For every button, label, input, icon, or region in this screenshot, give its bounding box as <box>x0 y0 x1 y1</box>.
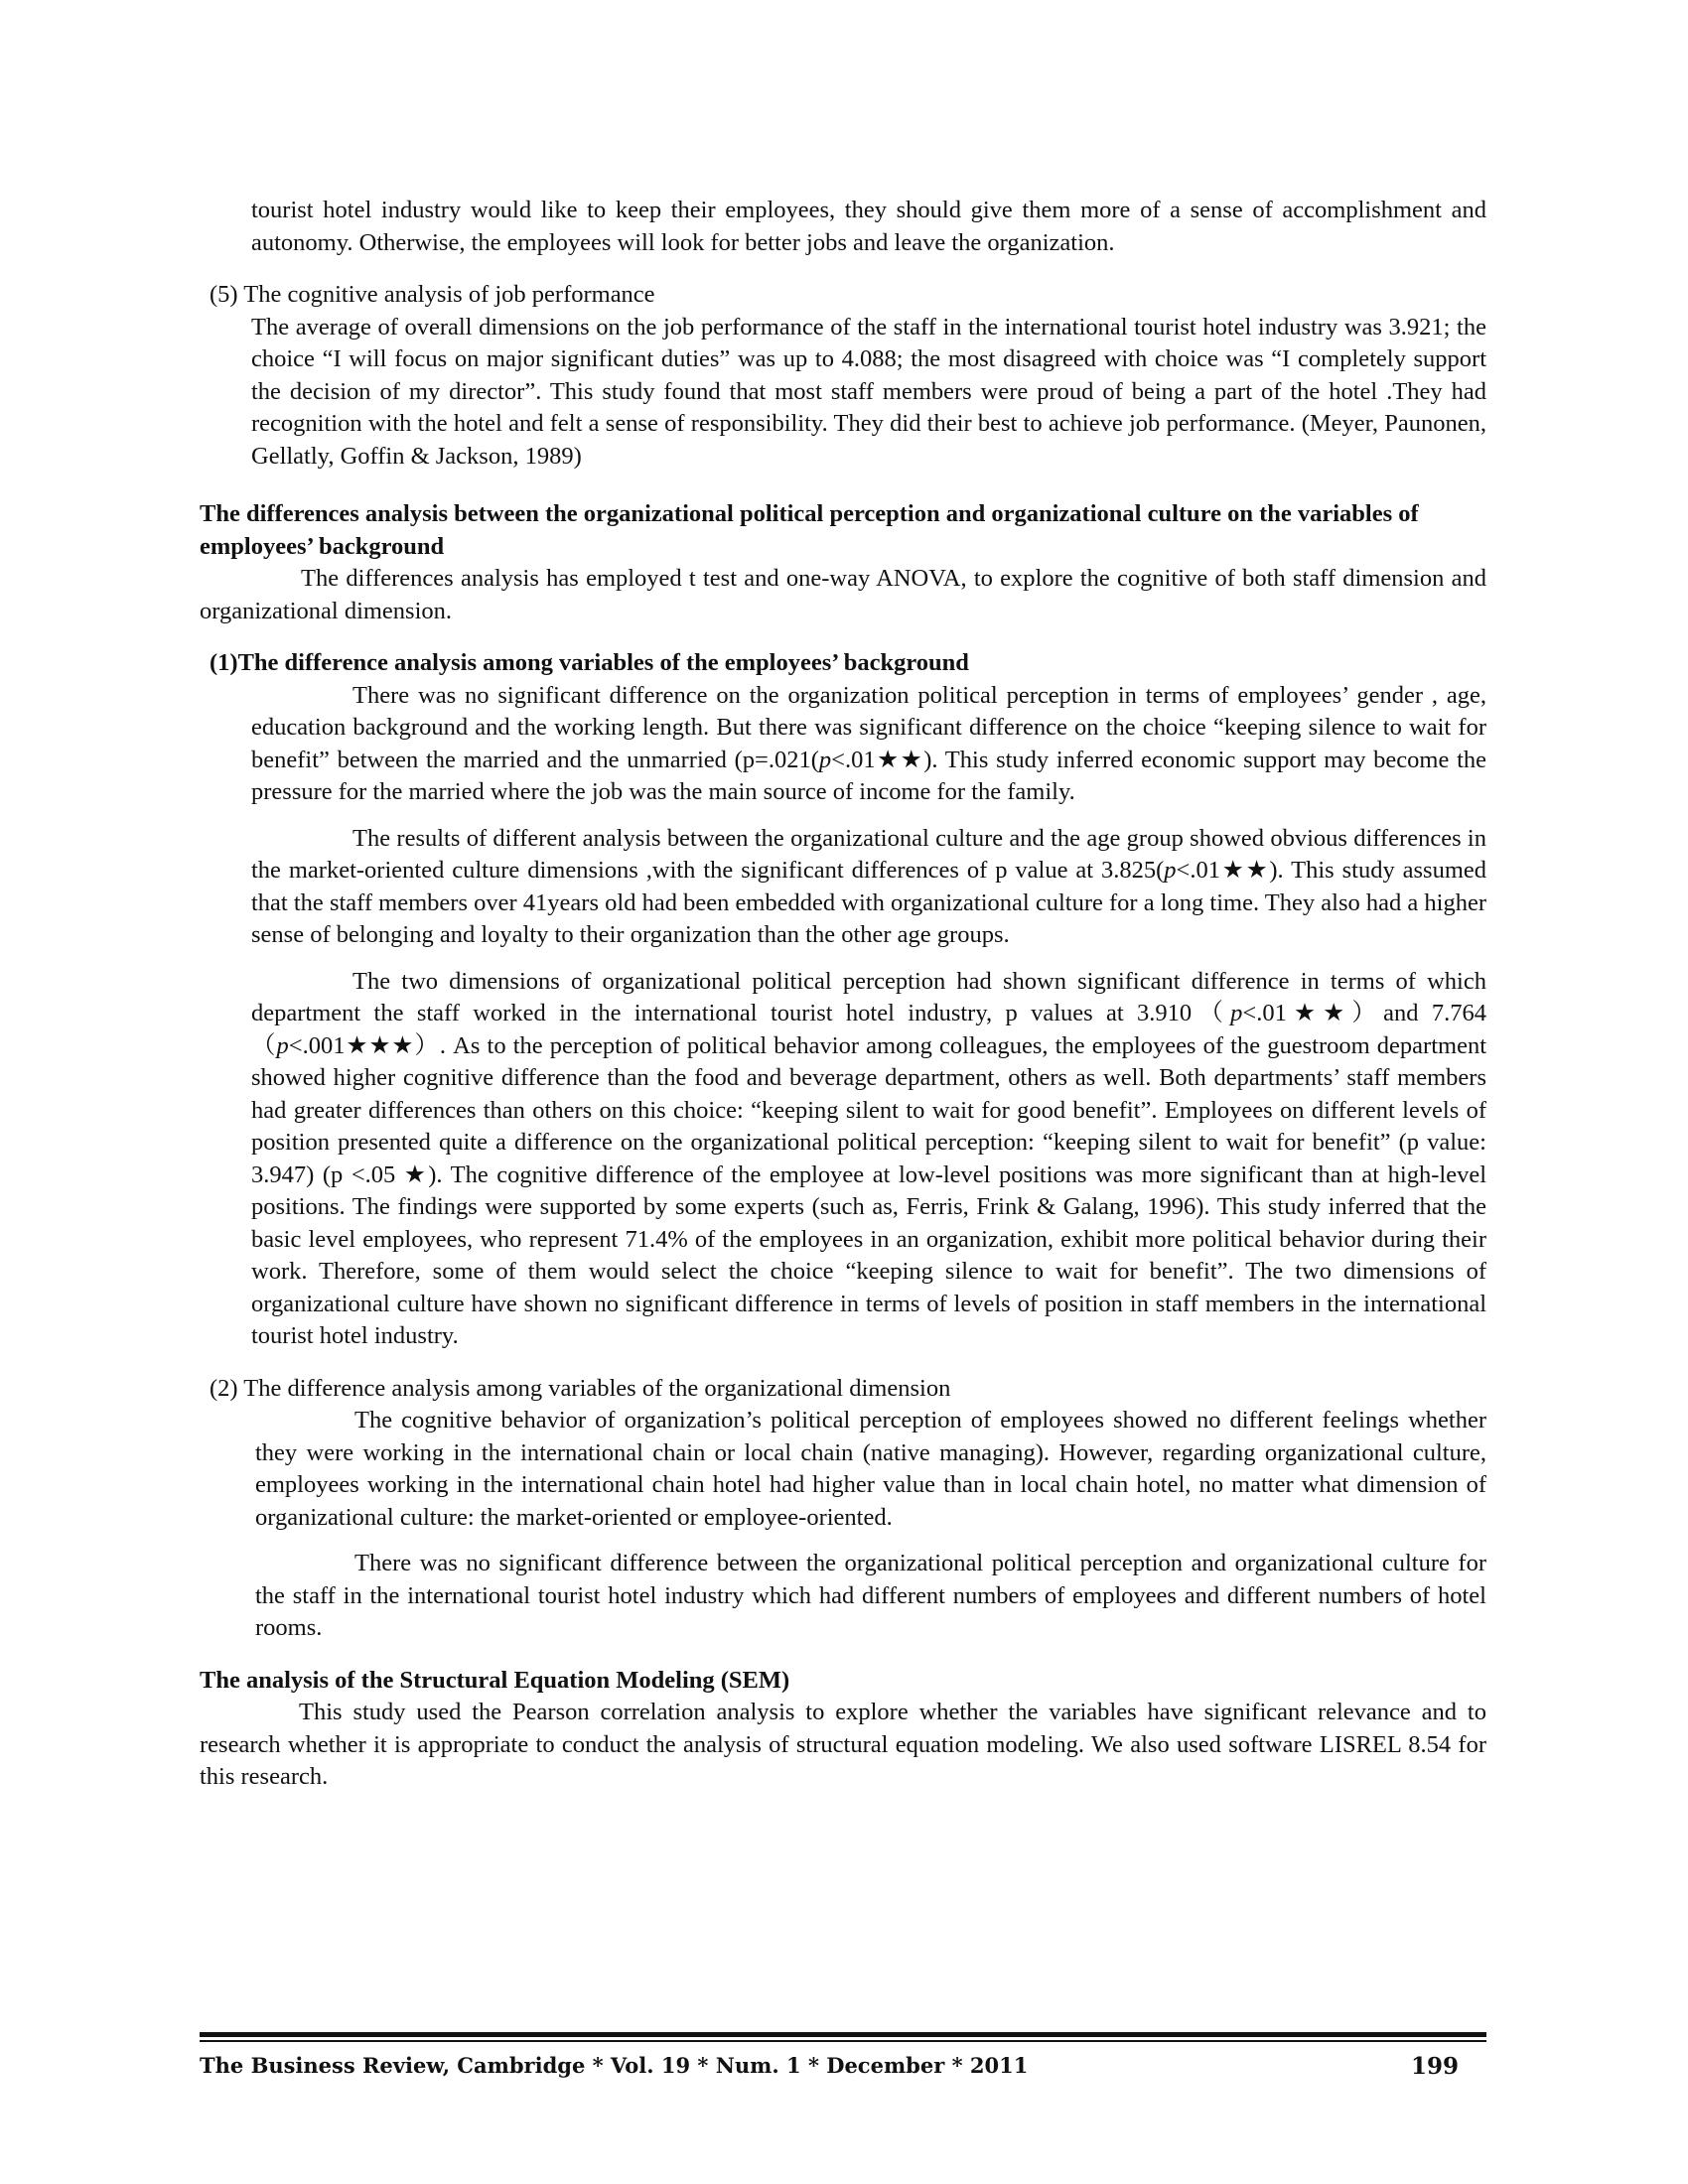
journal-citation: The Business Review, Cambridge * Vol. 19 * Num. 1 * December * 2011 <box>200 2053 1029 2078</box>
footer-rule-thick <box>200 2032 1486 2037</box>
page-number: 199 <box>1410 2053 1459 2080</box>
subheading-employee-background: (1)The difference analysis among variables of the employees’ background <box>210 649 969 676</box>
paragraph-differences-intro: The differences analysis has employed t test and one-way ANOVA, to explore the cognitive of both staff dimension and organizational dimension. <box>200 565 1486 624</box>
footer-rule-thin <box>200 2040 1486 2042</box>
paragraph-sem: This study used the Pearson correlation analysis to explore whether the variables have significant relevance and to research whether it is appropriate to conduct the analysis of structural equation modeling. We also used software LISREL 8.54 for this research. <box>200 1699 1486 1790</box>
running-footer <box>200 2053 1486 2078</box>
subheading-organizational-dimension: (2) The difference analysis among variables of the organizational dimension <box>210 1374 951 1402</box>
paragraph-background-3: The two dimensions of organizational political perception had shown significant difference in terms of which department the staff worked in the international tourist hotel industry, p values at 3.910（p<.01★★）and 7.764 （p<.001★★★）. As to the perception of political behavior among colleagues, the employees of the guestroom department showed higher cognitive difference than the food and beverage department, others as well. Both departments’ staff members had greater differences than others on this choice: “keeping silent to wait for good benefit”. Employees on different levels of position presented quite a difference on the organizational political perception: “keeping silent to wait for benefit” (p value: 3.947) (p <.05 ★). The cognitive difference of the employee at low-level positions was more significant than at high-level positions. The findings were supported by some experts (such as, Ferris, Frink & Galang, 1996). This study inferred that the basic level employees, who represent 71.4% of the employees in an organization, exhibit more political behavior during their work. Therefore, some of them would select the choice “keeping silence to wait for benefit”. The two dimensions of organizational culture have shown no significant difference in terms of levels of position in staff members in the international tourist hotel industry. <box>251 967 1487 1349</box>
paragraph-background-2: The results of different analysis between the organizational culture and the age group showed obvious differences in the market-oriented culture dimensions ,with the significant differences of p value at 3.825(p<.01★★). This study assumed that the staff members over 41years old had been embedded with organizational culture for a long time. They also had a higher sense of belonging and loyalty to their organization than the other age groups. <box>251 824 1486 948</box>
paragraph-organizational-2: There was no significant difference between the organizational political perception and organizational culture for the staff in the international tourist hotel industry which had different numbers of employees and different numbers of hotel rooms. <box>255 1550 1486 1641</box>
paragraph-organizational-1: The cognitive behavior of organization’s political perception of employees showed no different feelings whether they were working in the international chain or local chain (native managing). However, regarding organizational culture, employees working in the international chain hotel had higher value than in local chain hotel, no matter what dimension of organizational culture: the market-oriented or employee-oriented. <box>255 1407 1486 1531</box>
section-heading-sem: The analysis of the Structural Equation Modeling (SEM) <box>200 1666 790 1694</box>
paragraph-background-1: There was no significant difference on the organization political perception in terms of employees’ gender , age, education background and the working length. But there was significant difference on the choice “keeping silence to wait for benefit” between the married and the unmarried (p=.021(p<.01★★). This study inferred economic support may become the pressure for the married where the job was the main source of income for the family. <box>251 681 1487 805</box>
paragraph-accomplishment: tourist hotel industry would like to keep their employees, they should give them more of a sense of accomplishment and autonomy. Otherwise, the employees will look for better jobs and leave the organization. <box>251 197 1486 256</box>
section-heading-differences: The differences analysis between the organizational political perception and organizational culture on the variables of employees’ background <box>200 500 1419 560</box>
body-text <box>200 195 1486 1794</box>
paragraph-job-performance: The average of overall dimensions on the job performance of the staff in the international tourist hotel industry was 3.921; the choice “I will focus on major significant duties” was up to 4.088; the most disagreed with choice was “I completely support the decision of my director”. This study found that most staff members were proud of being a part of the hotel .They had recognition with the hotel and felt a sense of responsibility. They did their best to achieve job performance. (Meyer, Paunonen, Gellatly, Goffin & Jackson, 1989) <box>251 313 1486 470</box>
subheading-job-performance: (5) The cognitive analysis of job performance <box>210 281 655 308</box>
